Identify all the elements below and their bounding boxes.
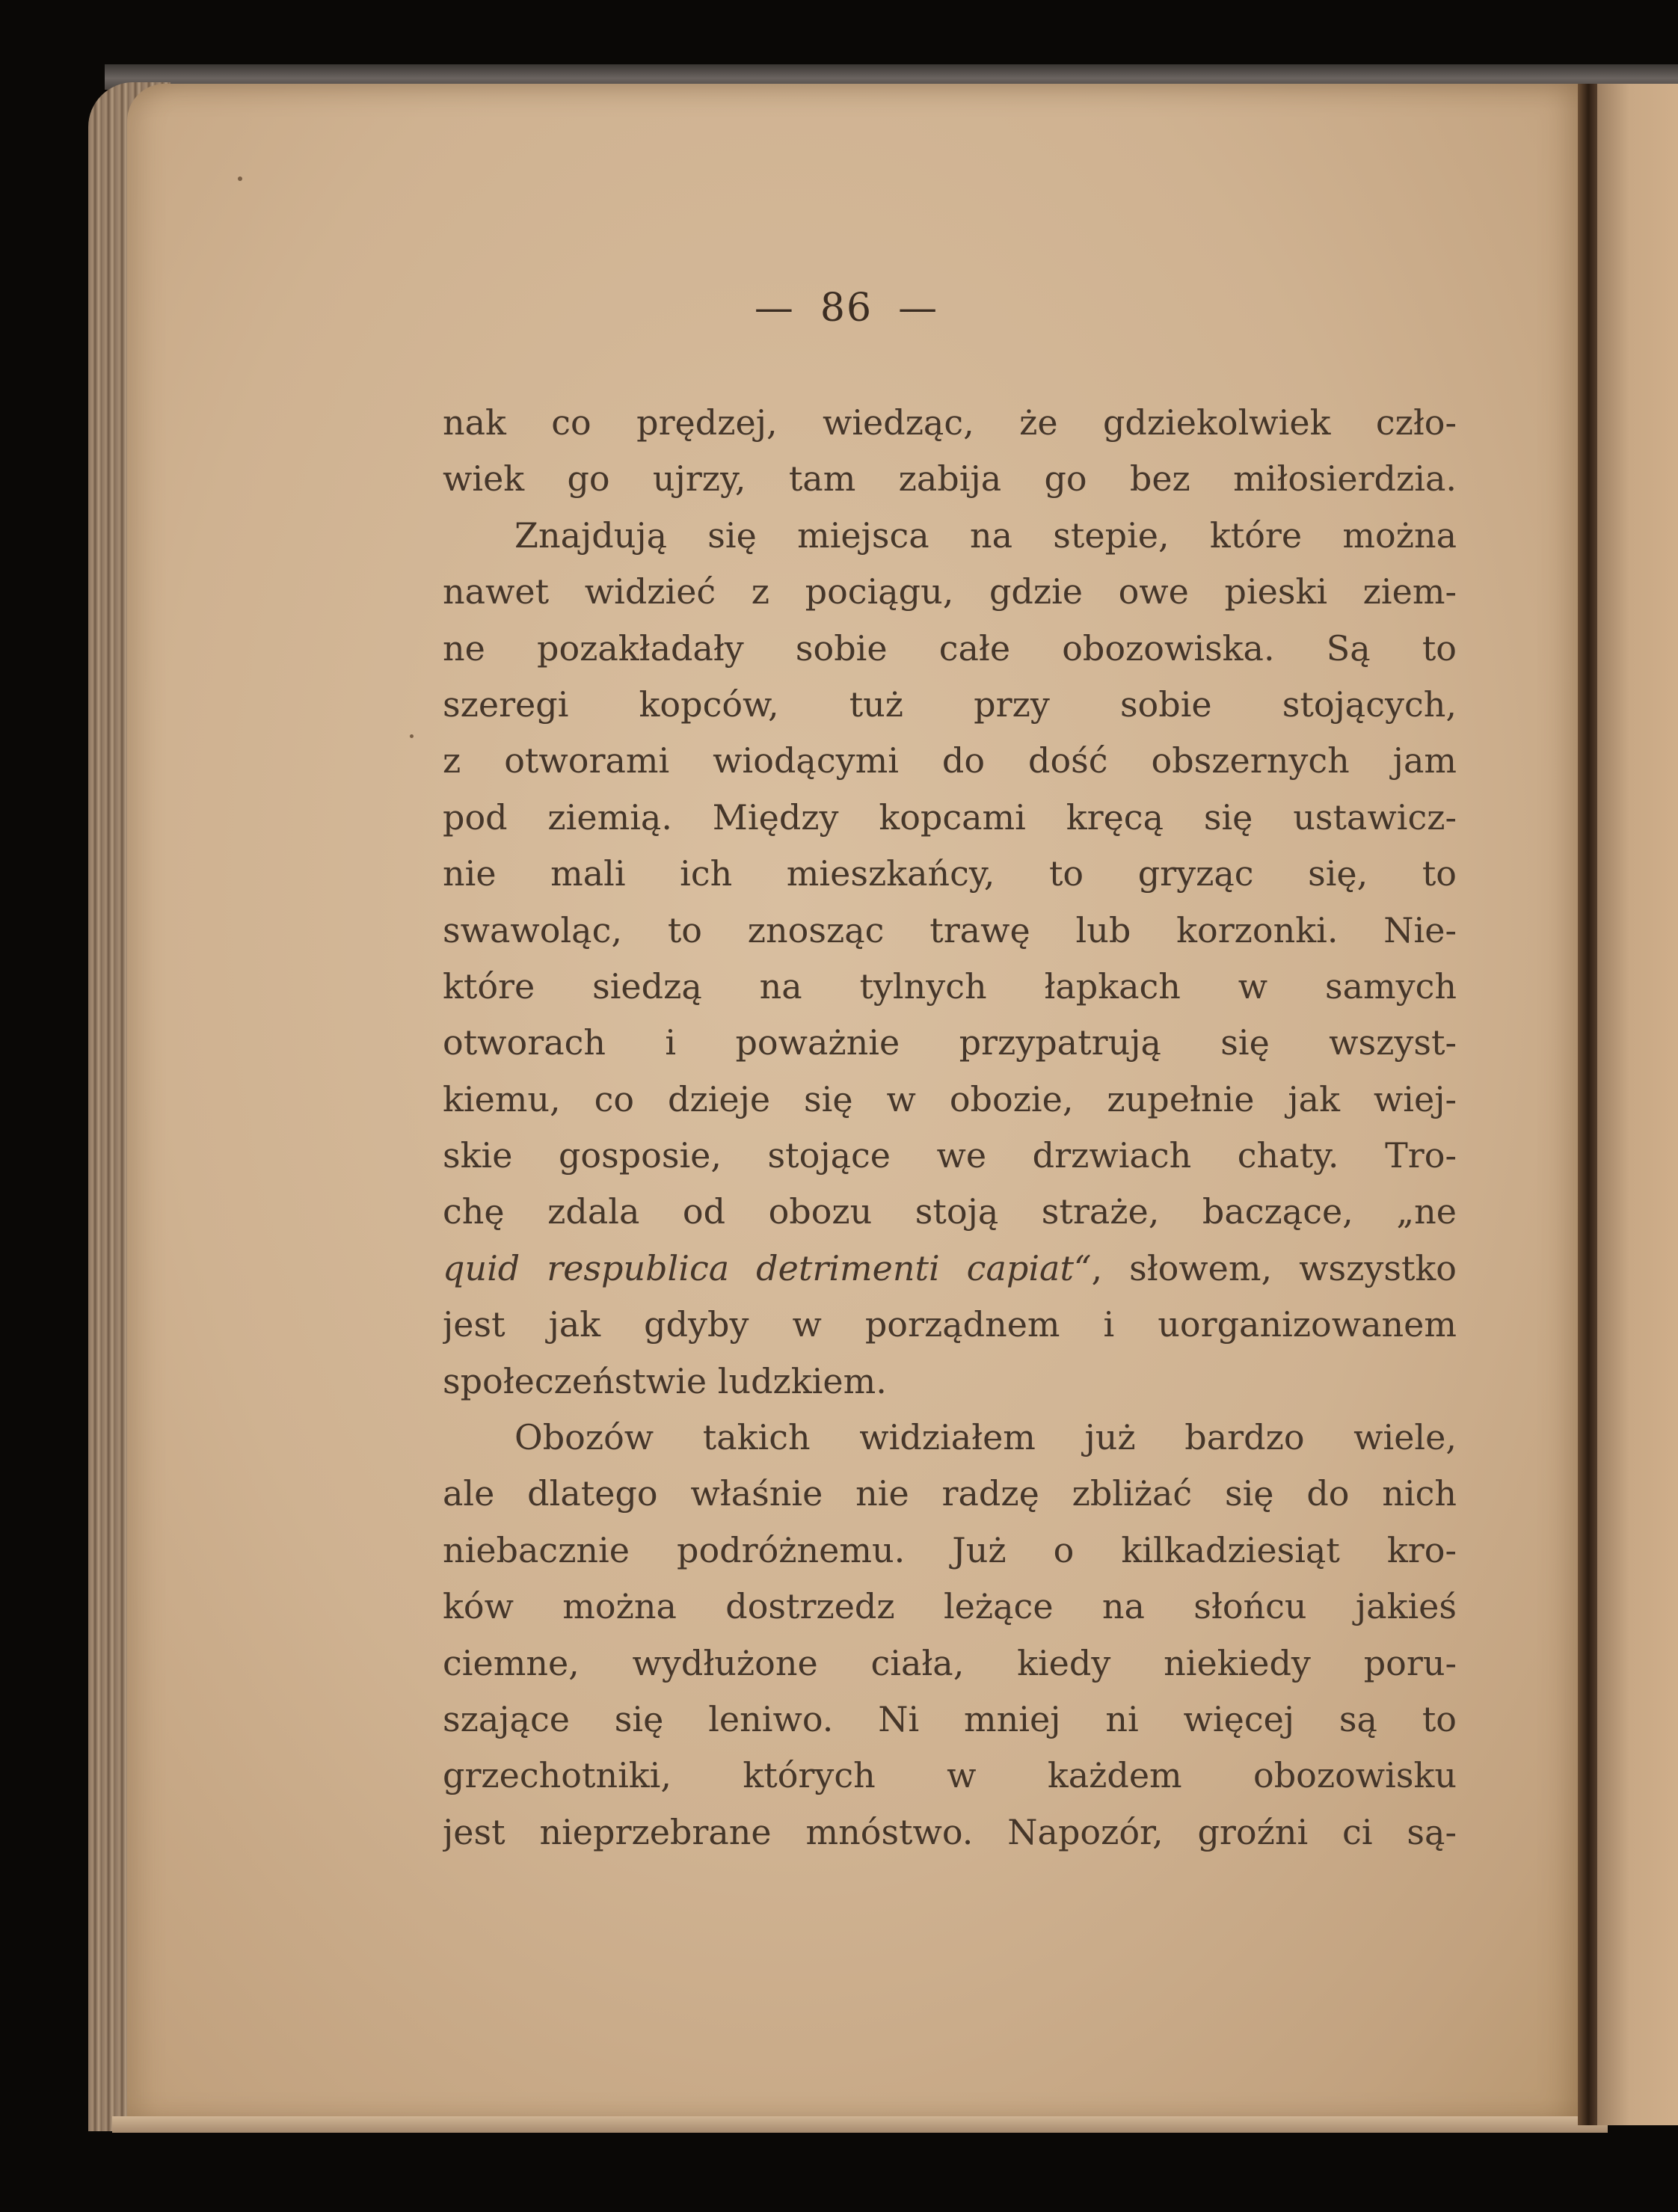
text-line: jest jak gdyby w porządnem i uorganizowanem <box>443 1304 1457 1345</box>
text-line: z otworami wiodącymi do dość obszernych jam <box>443 740 1457 781</box>
text-line: kiemu, co dzieje się w obozie, zupełnie jak wiej- <box>443 1078 1457 1119</box>
text-line: społeczeństwie ludzkiem. <box>443 1360 887 1401</box>
text-line: szające się leniwo. Ni mniej ni więcej są to <box>443 1698 1457 1739</box>
text-line: grzechotniki, których w każdem obozowisku <box>443 1755 1457 1796</box>
paper-speck <box>238 176 242 181</box>
text-line: otworach i poważnie przypatrują się wszyst- <box>443 1022 1457 1063</box>
book-gutter <box>1578 84 1599 2125</box>
text-line: jest nieprzebrane mnóstwo. Napozór, groźni ci są- <box>443 1811 1457 1852</box>
text-line: ne pozakładały sobie całe obozowiska. Są to <box>443 627 1457 669</box>
text-line: skie gosposie, stojące we drzwiach chaty. Tro- <box>443 1135 1457 1176</box>
page-number: 86 <box>820 286 873 331</box>
header-dash-left: — <box>754 286 795 331</box>
text-line: szeregi kopców, tuż przy sobie stojących, <box>443 683 1457 725</box>
text-line-rest: , słowem, wszystko <box>1091 1247 1457 1288</box>
text-line: wiek go ujrzy, tam zabija go bez miłosierdzia. <box>443 458 1457 500</box>
text-line: pod ziemią. Między kopcami kręcą się ustawicz- <box>443 796 1457 838</box>
text-line: nak co prędzej, wiedząc, że gdziekolwiek czło- <box>443 402 1457 443</box>
page-body-text <box>443 395 1457 1861</box>
header-dash-right: — <box>898 286 939 331</box>
text-line: ciemne, wydłużone ciała, kiedy niekiedy poru- <box>443 1642 1457 1683</box>
page-bottom-edge <box>112 2116 1608 2133</box>
text-line: niebacznie podróżnemu. Już o kilkadziesiąt kro- <box>443 1529 1457 1570</box>
text-line: Obozów takich widziałem już bardzo wiele, <box>514 1417 1457 1458</box>
text-line: swawoląc, to znosząc trawę lub korzonki. Nie- <box>443 909 1457 950</box>
text-line: ale dlatego właśnie nie radzę zbliżać się do nich <box>443 1473 1457 1514</box>
facing-page-edge <box>1597 84 1678 2125</box>
text-line: chę zdala od obozu stoją straże, baczące, „ne <box>443 1191 1457 1232</box>
text-line: nawet widzieć z pociągu, gdzie owe pieski ziem- <box>443 571 1457 612</box>
text-line: które siedzą na tylnych łapkach w samych <box>443 965 1457 1007</box>
text-line: ków można dostrzedz leżące na słońcu jakieś <box>443 1586 1457 1627</box>
text-line <box>443 1241 1457 1297</box>
text-line: Znajdują się miejsca na stepie, które można <box>514 514 1457 556</box>
paper-speck <box>410 734 414 738</box>
latin-quote: quid respublica detrimenti capiat“ <box>443 1247 1092 1288</box>
text-line: nie mali ich mieszkańcy, to gryząc się, to <box>443 853 1457 894</box>
page-header <box>0 286 1678 331</box>
